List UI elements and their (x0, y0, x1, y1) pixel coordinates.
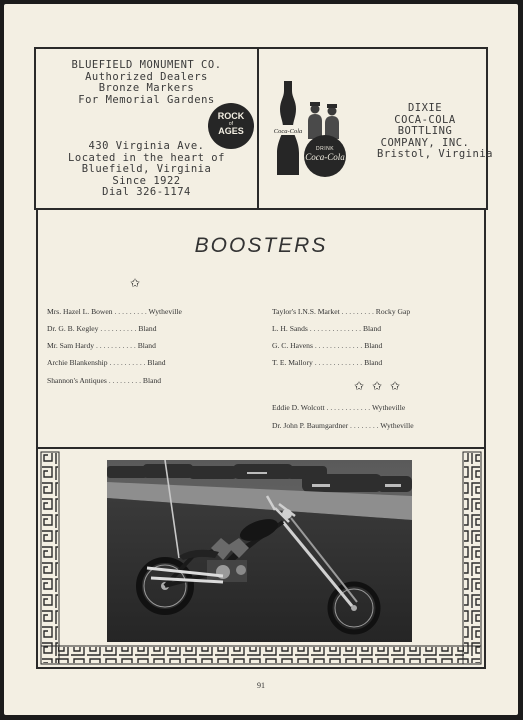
booster-row: Shannon's Antiques . . . . . . . . . Bland (47, 376, 162, 385)
monument-ad-address (36, 141, 257, 199)
booster-row: T. E. Mallory . . . . . . . . . . . . . Bland (272, 358, 383, 367)
monument-line: Bronze Markers (98, 82, 195, 94)
star-icon: ✩ (390, 379, 401, 393)
star-icon: ✩ (130, 276, 141, 290)
coca-cola-ad-text (377, 102, 493, 161)
coke-line: DIXIE (407, 102, 443, 114)
monument-line: Located in the heart of (68, 151, 225, 164)
booster-row: G. C. Havens . . . . . . . . . . . . . Bland (272, 341, 383, 350)
monument-line: For Memorial Gardens (78, 93, 215, 106)
monument-line: Dial 326-1174 (102, 186, 191, 198)
page-number: 91 (257, 681, 265, 690)
monument-line: Bluefield, Virginia (81, 163, 212, 175)
drink-coca-cola-disc: DRINK Coca-Cola (304, 135, 346, 177)
booster-row: Mrs. Hazel L. Bowen . . . . . . . . . Wytheville (47, 307, 182, 316)
coke-line: COCA-COLA (394, 113, 456, 126)
rock-of-ages-logo: ROCK of AGES (208, 103, 254, 149)
coke-line: BOTTLING (397, 125, 453, 137)
delivery-men-icon (304, 101, 344, 139)
booster-row: Dr. John P. Baumgardner . . . . . . . . Wytheville (272, 421, 414, 430)
booster-row: Mr. Sam Hardy . . . . . . . . . . . Bland (47, 341, 156, 350)
booster-row: Eddie D. Wolcott . . . . . . . . . . . . Wytheville (272, 403, 406, 412)
photo-section (36, 447, 486, 669)
booster-row: Archie Blankenship . . . . . . . . . . Bland (47, 358, 166, 367)
motorcycle-photo (107, 460, 412, 642)
star-icon: ✩ (354, 379, 365, 393)
monument-ad-header (36, 60, 257, 106)
booster-row: Dr. G. B. Kegley . . . . . . . . . . Bland (47, 324, 157, 333)
page (4, 4, 518, 715)
coke-bottle-icon (271, 79, 305, 179)
monument-line: 430 Virginia Ave. (88, 140, 205, 152)
boosters-title: BOOSTERS (194, 234, 328, 257)
coke-line: COMPANY, INC. (380, 136, 470, 149)
monument-line: Since 1922 (112, 174, 181, 187)
booster-row: L. H. Sands . . . . . . . . . . . . . . Bland (272, 324, 382, 333)
coca-cola-ad (257, 47, 493, 210)
coke-line: Bristol, Virginia (377, 148, 493, 160)
monument-ad (34, 47, 259, 210)
star-icon: ✩ (372, 379, 383, 393)
boosters-section (36, 208, 486, 449)
coke-bottle-label: Coca-Cola (273, 128, 303, 135)
booster-row: Taylor's I.N.S. Market . . . . . . . . . Rocky Gap (272, 307, 411, 316)
monument-line: BLUEFIELD MONUMENT CO. (71, 59, 222, 71)
monument-line: Authorized Dealers (85, 70, 208, 83)
